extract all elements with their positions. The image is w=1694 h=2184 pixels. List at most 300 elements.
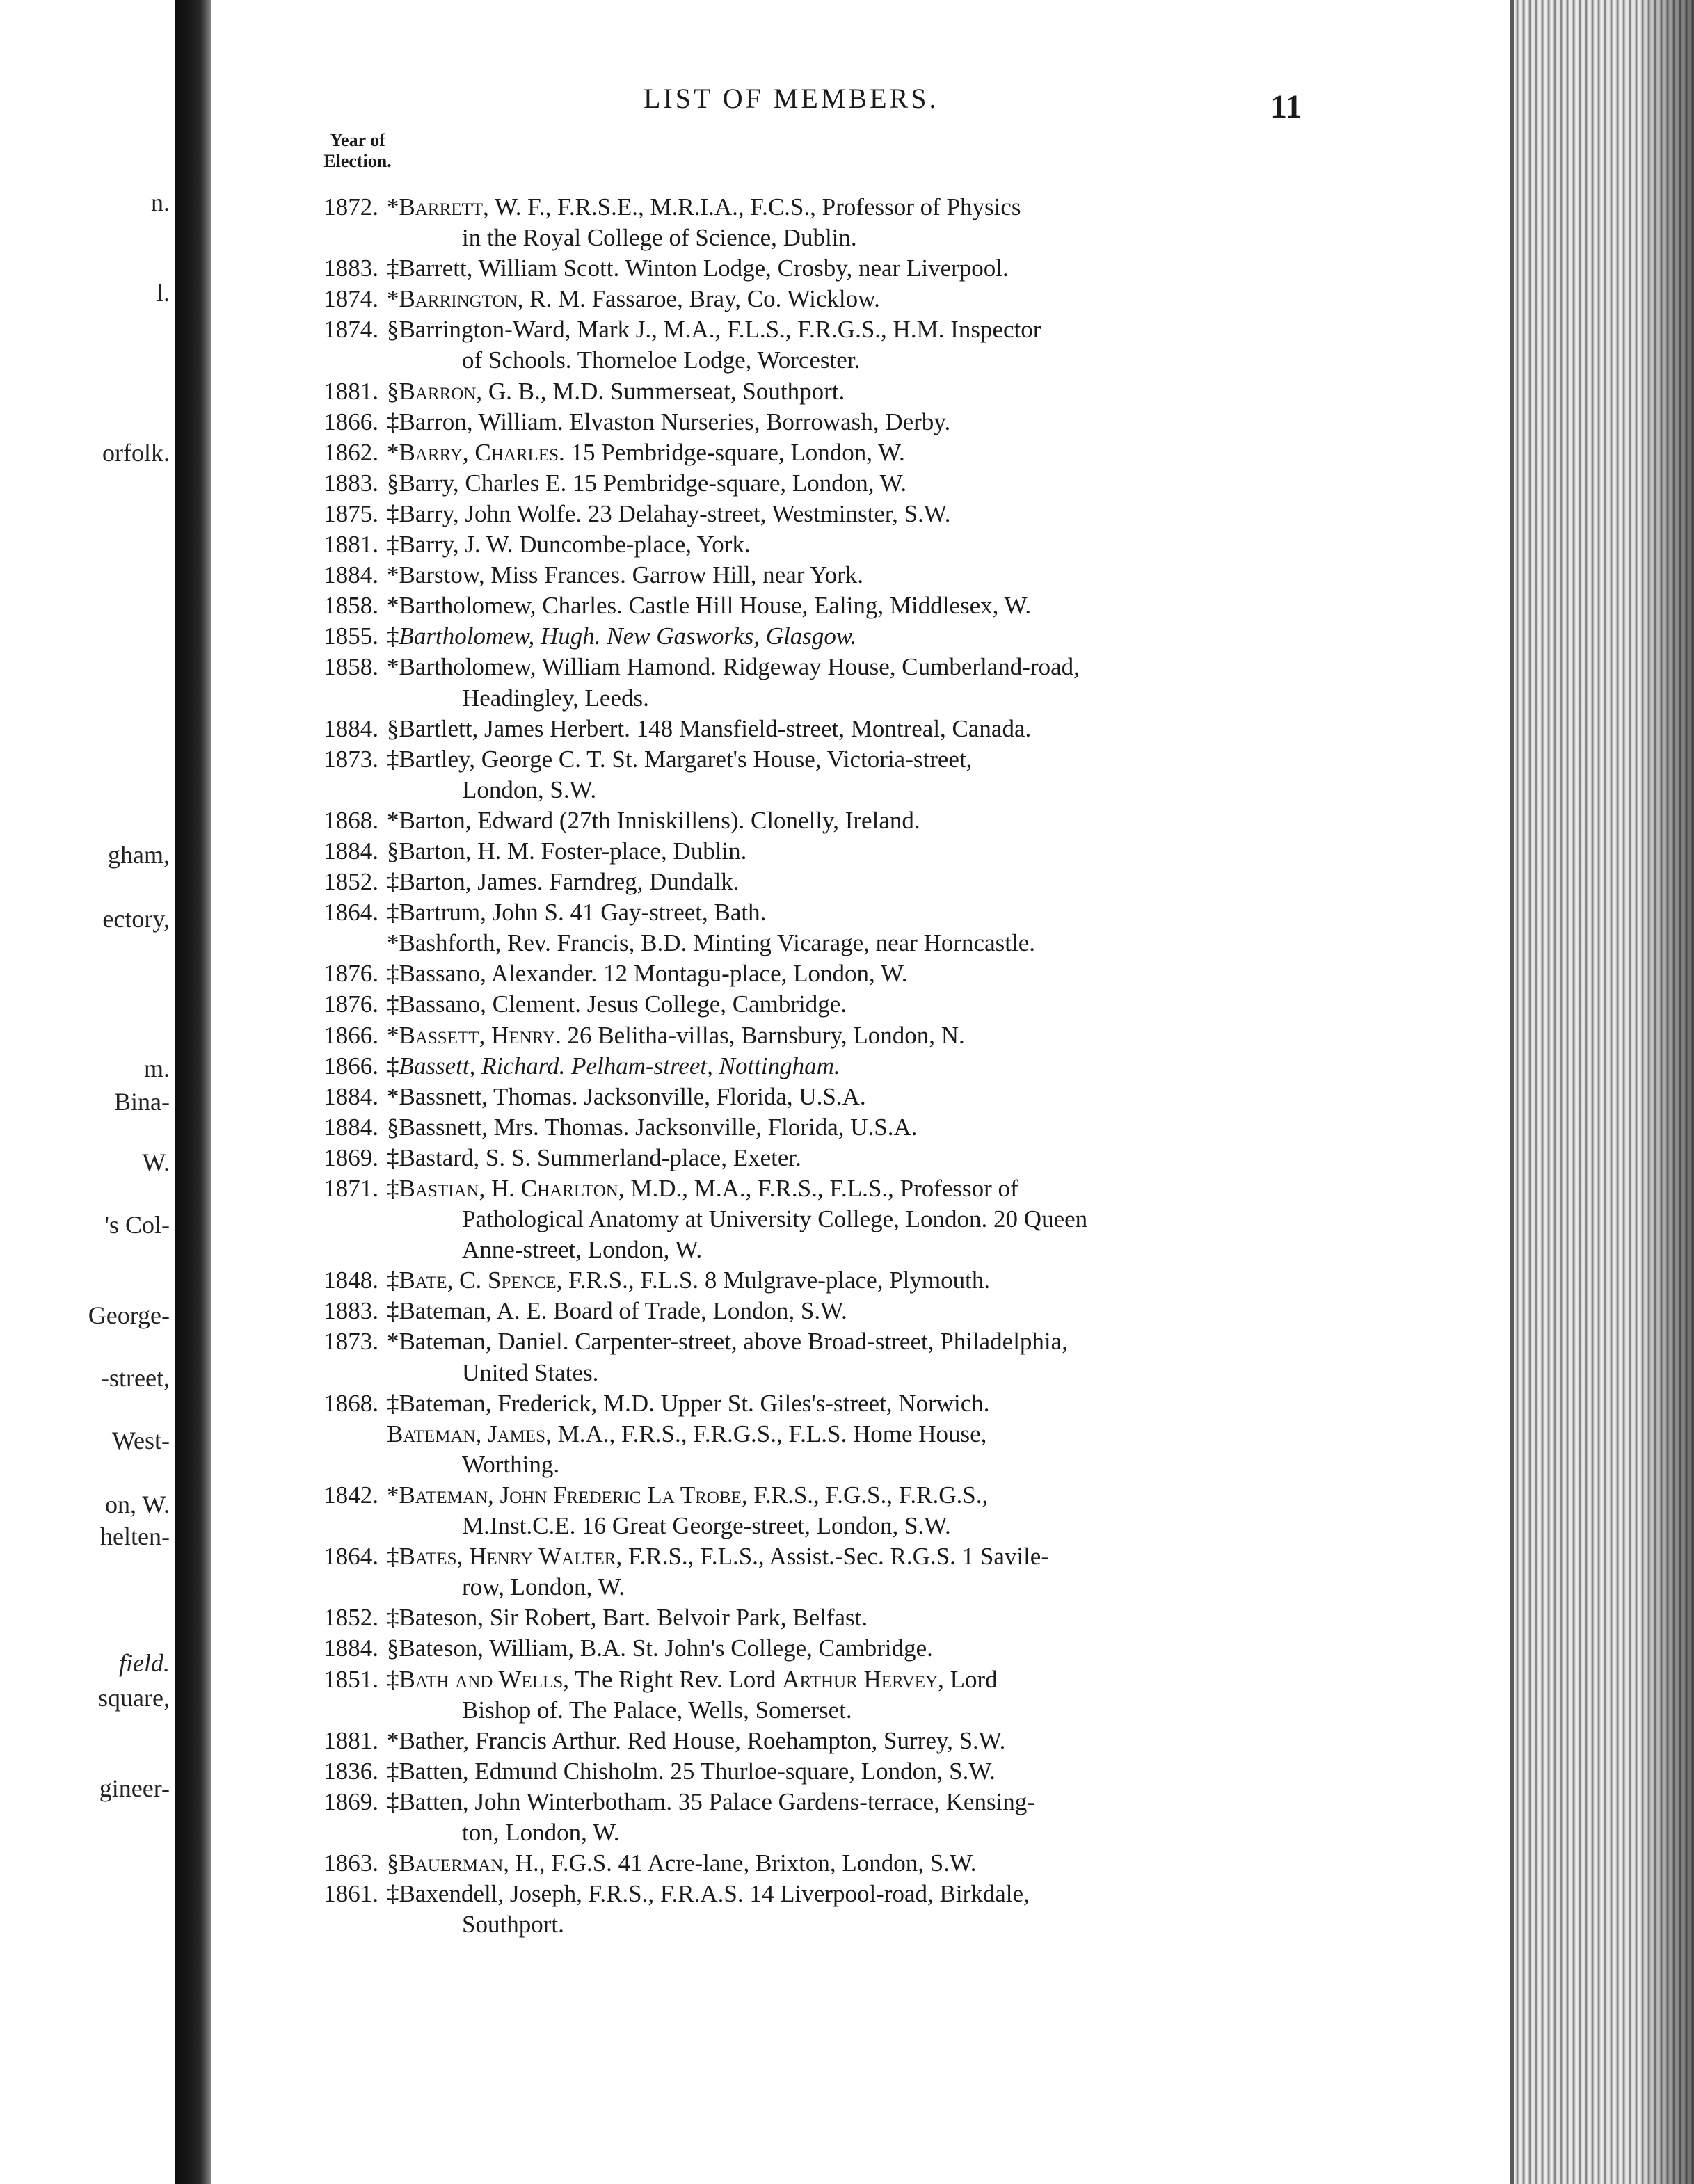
entry-line	[0, 560, 1694, 591]
entry-text	[462, 1235, 702, 1265]
member-entry	[0, 1726, 1694, 1756]
election-year: 1858.	[323, 592, 378, 620]
text-segment: *	[387, 438, 399, 466]
entry-text	[462, 1572, 625, 1603]
member-entry	[0, 958, 1694, 989]
text-segment: , The Right Rev. Lord	[563, 1665, 783, 1693]
member-name-small-caps: Bassett, Henry.	[399, 1021, 561, 1049]
text-segment: ‡	[387, 1175, 399, 1202]
text-segment: ‡Barry, John Wolfe. 23 Delahay-street, Westminster, S.W.	[387, 499, 951, 527]
left-margin-fragment: Bina-	[114, 1088, 170, 1116]
entry-line	[0, 314, 1694, 345]
left-margin-fragment: West-	[111, 1427, 170, 1454]
entry-text	[462, 1450, 559, 1480]
entry-line	[0, 1787, 1694, 1817]
entry-text	[387, 1051, 840, 1082]
entry-line	[0, 1664, 1694, 1695]
entry-line	[0, 1480, 1694, 1511]
member-entry	[0, 192, 1694, 253]
text-segment: ‡Batten, John Winterbotham. 35 Palace Gardens-terrace, Kensing-	[387, 1788, 1035, 1815]
text-segment: , M.A., F.R.S., F.R.G.S., F.L.S. Home House,	[545, 1420, 987, 1447]
text-segment: *Bassnett, Thomas. Jacksonville, Florida, U.S.A.	[387, 1082, 866, 1110]
entry-text	[387, 407, 950, 437]
text-segment: Anne-street, London, W.	[462, 1236, 703, 1264]
entry-text	[387, 621, 856, 652]
text-segment: §Barry, Charles E. 15 Pembridge-square, London, W.	[387, 469, 907, 497]
text-segment: *Bather, Francis Arthur. Red House, Roehampton, Surrey, S.W.	[387, 1726, 1006, 1754]
entry-text	[462, 1204, 1087, 1235]
entry-text	[387, 1296, 847, 1326]
member-entry	[0, 529, 1694, 560]
text-segment: ‡Bartrum, John S. 41 Gay-street, Bath.	[387, 899, 767, 926]
entry-text	[387, 192, 1021, 223]
election-year: 1883.	[323, 1297, 378, 1325]
text-segment: , F.R.S., F.L.S., Assist.-Sec. R.G.S. 1 Savile-	[616, 1543, 1049, 1571]
entry-text	[387, 1633, 933, 1664]
election-year: 1876.	[323, 960, 378, 988]
entry-line	[0, 591, 1694, 621]
entry-line	[0, 1265, 1694, 1296]
member-name-small-caps: Bath and Wells	[399, 1665, 564, 1693]
election-year: 1866.	[323, 408, 378, 435]
text-segment: §Bartlett, James Herbert. 148 Mansfield-street, Montreal, Canada.	[387, 714, 1032, 742]
member-name-small-caps: Bate, C. Spence	[399, 1267, 557, 1294]
member-entry	[0, 314, 1694, 376]
entry-text	[387, 1787, 1035, 1817]
left-margin-fragment: orfolk.	[102, 439, 170, 467]
member-entry	[0, 1541, 1694, 1603]
entry-text	[387, 529, 751, 560]
entry-text	[387, 836, 746, 867]
member-entry	[0, 1664, 1694, 1726]
entry-text	[462, 1511, 951, 1541]
entry-line	[0, 1848, 1694, 1879]
election-year: 1884.	[323, 837, 378, 865]
entry-line	[0, 192, 1694, 223]
text-segment: ‡Batten, Edmund Chisholm. 25 Thurloe-square, London, S.W.	[387, 1757, 996, 1785]
text-segment: , M.D. Summerseat, Southport.	[540, 377, 845, 405]
left-margin-fragment: square,	[98, 1684, 170, 1712]
member-entry	[0, 1112, 1694, 1143]
left-margin-fragment: m.	[143, 1054, 170, 1082]
entry-continuation-line	[0, 1450, 1694, 1480]
left-margin-fragment: l.	[156, 279, 170, 307]
text-segment: 15 Pembridge-square, London, W.	[564, 438, 905, 466]
entry-line	[0, 1756, 1694, 1787]
member-entry	[0, 1020, 1694, 1051]
entry-text	[387, 314, 1041, 345]
member-entry	[0, 989, 1694, 1020]
entry-text	[462, 1695, 852, 1726]
text-segment: *Bashforth, Rev. Francis, B.D. Minting Vicarage, near Horncastle.	[387, 929, 1035, 957]
left-margin-fragment: George-	[88, 1301, 170, 1329]
entry-line	[0, 1143, 1694, 1173]
left-margin-fragment: n.	[151, 188, 170, 216]
member-entry	[0, 499, 1694, 529]
member-name-small-caps: Bateman, John Frederic La Trobe	[399, 1481, 742, 1509]
entry-text	[462, 1909, 564, 1940]
member-entry	[0, 1173, 1694, 1265]
entry-text	[387, 1326, 1068, 1357]
election-year: 1852.	[323, 1604, 378, 1632]
italic-text: Bassett, Richard. Pelham-street, Nottingham.	[399, 1052, 840, 1079]
left-margin-fragment: W.	[142, 1148, 170, 1176]
text-segment: , M.D., M.A., F.R.S., F.L.S., Professor of	[618, 1175, 1018, 1202]
entry-line	[0, 1020, 1694, 1051]
text-segment: ‡Bastard, S. S. Summerland-place, Exeter.	[387, 1143, 801, 1171]
election-year: 1842.	[323, 1481, 378, 1509]
left-margin-fragment: ectory,	[102, 905, 170, 933]
member-name-small-caps: Barry, Charles.	[399, 438, 565, 466]
election-year: 1866.	[323, 1021, 378, 1049]
entry-text	[387, 468, 906, 499]
entry-text	[387, 1879, 1030, 1909]
entry-line	[0, 1879, 1694, 1909]
member-entry	[0, 1143, 1694, 1173]
entry-continuation-line	[0, 1511, 1694, 1541]
entry-text	[387, 897, 766, 928]
entry-text	[387, 1388, 990, 1419]
text-segment: ‡Bassano, Clement. Jesus College, Cambridge.	[387, 990, 847, 1018]
entry-text	[387, 253, 1009, 284]
text-segment: §Barrington-Ward, Mark J., M.A., F.L.S., F.R.G.S., H.M. Inspector	[387, 316, 1041, 344]
entry-line	[0, 1173, 1694, 1204]
entry-text	[387, 1265, 990, 1296]
text-segment: Headingley, Leeds.	[462, 684, 649, 712]
text-segment: *Barton, Edward (27th Inniskillens). Clonelly, Ireland.	[387, 806, 920, 834]
text-segment: *Barstow, Miss Frances. Garrow Hill, near York.	[387, 561, 864, 589]
entry-text	[462, 223, 857, 253]
entry-text	[387, 652, 1080, 682]
entry-line	[0, 1726, 1694, 1756]
entry-line	[0, 468, 1694, 499]
entry-text	[387, 1020, 965, 1051]
entry-continuation-line	[0, 1358, 1694, 1388]
member-entry	[0, 1879, 1694, 1940]
entry-text	[387, 989, 847, 1020]
member-entry	[0, 744, 1694, 805]
text-segment: ‡Barron, William. Elvaston Nurseries, Borrowash, Derby.	[387, 408, 951, 435]
entry-text	[387, 1480, 988, 1511]
entry-line	[0, 1633, 1694, 1664]
member-entry	[0, 867, 1694, 897]
text-segment: , F.R.S.E., M.R.I.A., F.C.S., Professor of Physics	[545, 193, 1021, 220]
entry-line	[0, 836, 1694, 867]
entry-text	[462, 1358, 598, 1388]
text-segment: *Bateman, Daniel. Carpenter-street, above Broad-street, Philadelphia,	[387, 1328, 1068, 1356]
text-segment: ‡	[387, 1665, 399, 1693]
member-name-small-caps: Bates, Henry Walter	[399, 1543, 616, 1571]
entry-text	[387, 928, 1035, 958]
election-year: 1864.	[323, 899, 378, 926]
member-list	[0, 192, 1694, 1940]
entry-text	[387, 1756, 996, 1787]
member-entry	[0, 1388, 1694, 1419]
text-segment: ‡Barrett, William Scott. Winton Lodge, Crosby, near Liverpool.	[387, 255, 1009, 282]
election-year: 1869.	[323, 1788, 378, 1815]
member-entry	[0, 1480, 1694, 1541]
text-segment: in the Royal College of Science, Dublin.	[462, 224, 857, 252]
text-segment: *	[387, 1021, 399, 1049]
text-segment: ‡	[387, 1267, 399, 1294]
left-margin-fragment: -street,	[101, 1364, 170, 1392]
election-year: 1884.	[323, 1113, 378, 1141]
member-entry	[0, 376, 1694, 407]
entry-continuation-line	[0, 1235, 1694, 1265]
election-year: 1851.	[323, 1665, 378, 1693]
text-segment: Pathological Anatomy at University College, London. 20 Queen	[462, 1205, 1088, 1233]
text-segment: §Bateson, William, B.A. St. John's College, Cambridge.	[387, 1635, 933, 1662]
text-segment: *	[387, 193, 399, 220]
entry-line	[0, 437, 1694, 468]
col-head-line-2: Election.	[323, 151, 392, 171]
election-year: 1862.	[323, 438, 378, 466]
member-entry	[0, 1603, 1694, 1633]
text-segment: ‡Bateson, Sir Robert, Bart. Belvoir Park, Belfast.	[387, 1604, 868, 1632]
text-segment: ‡Barton, James. Farndreg, Dundalk.	[387, 868, 740, 896]
election-year: 1861.	[323, 1880, 378, 1908]
member-entry	[0, 1633, 1694, 1664]
text-segment: ‡Baxendell, Joseph, F.R.S., F.R.A.S. 14 Liverpool-road, Birkdale,	[387, 1880, 1030, 1908]
entry-text	[387, 1541, 1049, 1572]
entry-continuation-line	[0, 1572, 1694, 1603]
text-segment: *Bartholomew, William Hamond. Ridgeway House, Cumberland-road,	[387, 653, 1080, 681]
left-margin-fragment: on, W.	[104, 1491, 170, 1518]
member-name-small-caps: Barron, G. B.	[399, 377, 541, 405]
entry-text	[387, 1726, 1005, 1756]
election-year: 1881.	[323, 1726, 378, 1754]
election-year: 1875.	[323, 499, 378, 527]
election-year: 1866.	[323, 1052, 378, 1079]
entry-line	[0, 1603, 1694, 1633]
entry-text	[387, 1082, 866, 1112]
col-head-line-1: Year of	[330, 130, 385, 150]
entry-continuation-line	[0, 775, 1694, 805]
entry-text	[387, 437, 905, 468]
member-entry	[0, 1296, 1694, 1326]
entry-line	[0, 989, 1694, 1020]
entry-line	[0, 621, 1694, 652]
entry-line	[0, 253, 1694, 284]
election-year: 1876.	[323, 990, 378, 1018]
text-segment: ‡Bateman, A. E. Board of Trade, London, S.W.	[387, 1297, 847, 1325]
election-year: 1869.	[323, 1143, 378, 1171]
text-segment: ton, London, W.	[462, 1818, 620, 1846]
election-year: 1868.	[323, 806, 378, 834]
election-year: 1874.	[323, 316, 378, 344]
entry-text	[387, 1419, 986, 1450]
entry-line	[0, 1296, 1694, 1326]
text-segment: , F.R.S., F.L.S. 8 Mulgrave-place, Plymouth.	[556, 1267, 991, 1294]
entry-text	[387, 1173, 1018, 1204]
entry-continuation-line	[0, 345, 1694, 376]
left-margin-fragment: helten-	[100, 1523, 170, 1550]
member-name-small-caps: Bateman, James	[387, 1420, 546, 1447]
left-margin-fragment: 's Col-	[104, 1211, 170, 1239]
left-margin-fragment: field.	[119, 1649, 170, 1677]
election-year: 1871.	[323, 1175, 378, 1202]
left-margin-fragment: gham,	[108, 841, 170, 869]
text-segment: §Bassnett, Mrs. Thomas. Jacksonville, Florida, U.S.A.	[387, 1113, 918, 1141]
election-year: 1872.	[323, 193, 378, 220]
election-year: 1873.	[323, 745, 378, 773]
entry-line	[0, 714, 1694, 744]
member-entry	[0, 1326, 1694, 1388]
entry-continuation-line	[0, 1695, 1694, 1726]
entry-text	[387, 1112, 918, 1143]
member-entry	[0, 1756, 1694, 1787]
entry-line	[0, 805, 1694, 836]
member-entry	[0, 1787, 1694, 1848]
text-segment: §Barton, H. M. Foster-place, Dublin.	[387, 837, 747, 865]
election-year: 1881.	[323, 531, 378, 559]
member-entry	[0, 805, 1694, 836]
member-entry	[0, 560, 1694, 591]
entry-line	[0, 958, 1694, 989]
entry-text	[387, 958, 907, 989]
member-entry	[0, 1419, 1694, 1480]
election-year: 1864.	[323, 1543, 378, 1571]
text-segment: *	[387, 1481, 399, 1509]
entry-text	[387, 1664, 998, 1695]
text-segment: , Lord	[938, 1665, 998, 1693]
text-segment: London, S.W.	[462, 776, 597, 803]
text-segment: *	[387, 285, 399, 313]
entry-line	[0, 897, 1694, 928]
text-segment: §	[387, 1849, 399, 1877]
election-year: 1868.	[323, 1389, 378, 1417]
entry-text	[387, 744, 972, 775]
member-entry	[0, 897, 1694, 928]
entry-line	[0, 499, 1694, 529]
entry-text	[462, 683, 649, 714]
entry-text	[387, 591, 1031, 621]
entry-line	[0, 652, 1694, 682]
entry-text	[387, 560, 863, 591]
page-fore-edge-shadow	[1642, 0, 1694, 2184]
text-segment: of Schools. Thorneloe Lodge, Worcester.	[462, 346, 861, 374]
election-year: 1883.	[323, 255, 378, 282]
election-year: 1884.	[323, 714, 378, 742]
entry-line	[0, 1112, 1694, 1143]
text-segment: Southport.	[462, 1911, 564, 1938]
election-year: 1855.	[323, 623, 378, 650]
member-entry	[0, 1848, 1694, 1879]
entry-line	[0, 376, 1694, 407]
text-segment: Bishop of. The Palace, Wells, Somerset.	[462, 1696, 852, 1724]
member-entry	[0, 621, 1694, 652]
left-margin-fragment: gineer-	[99, 1774, 170, 1802]
entry-text	[462, 1817, 620, 1848]
text-segment: ‡	[387, 623, 399, 650]
text-segment: United States.	[462, 1358, 599, 1386]
member-entry	[0, 928, 1694, 958]
member-name-small-caps: Arthur Hervey	[782, 1665, 938, 1693]
entry-line	[0, 407, 1694, 437]
text-segment: ‡Bateman, Frederick, M.D. Upper St. Giles's-street, Norwich.	[387, 1389, 990, 1417]
election-year: 1858.	[323, 653, 378, 681]
entry-line	[0, 1082, 1694, 1112]
election-year: 1884.	[323, 1635, 378, 1662]
member-name-small-caps: Barrington, R. M.	[399, 285, 586, 313]
member-entry	[0, 1265, 1694, 1296]
entry-line	[0, 867, 1694, 897]
entry-text	[387, 805, 920, 836]
member-entry	[0, 468, 1694, 499]
entry-continuation-line	[0, 1909, 1694, 1940]
member-entry	[0, 284, 1694, 314]
entry-text	[387, 714, 1031, 744]
year-of-election-heading	[309, 130, 406, 172]
running-head: LIST OF MEMBERS.	[644, 83, 939, 114]
entry-text	[387, 499, 950, 529]
entry-line	[0, 744, 1694, 775]
text-segment: 26 Belitha-villas, Barnsbury, London, N.	[561, 1021, 965, 1049]
member-entry	[0, 591, 1694, 621]
member-entry	[0, 836, 1694, 867]
entry-continuation-line	[0, 223, 1694, 253]
text-segment: ‡Barry, J. W. Duncombe-place, York.	[387, 531, 751, 559]
entry-continuation-line	[0, 683, 1694, 714]
election-year: 1873.	[323, 1328, 378, 1356]
member-entry	[0, 437, 1694, 468]
text-segment: ‡Bartley, George C. T. St. Margaret's House, Victoria-street,	[387, 745, 973, 773]
text-segment: ‡	[387, 1052, 399, 1079]
page-number: 11	[1270, 88, 1302, 125]
entry-line	[0, 529, 1694, 560]
entry-text	[387, 1848, 977, 1879]
entry-continuation-line	[0, 1204, 1694, 1235]
entry-line	[0, 1326, 1694, 1357]
election-year: 1852.	[323, 868, 378, 896]
member-entry	[0, 1082, 1694, 1112]
election-year: 1884.	[323, 561, 378, 589]
member-entry	[0, 1051, 1694, 1082]
member-entry	[0, 253, 1694, 284]
member-name-small-caps: Bauerman, H.	[399, 1849, 539, 1877]
italic-text: Bartholomew, Hugh. New Gasworks, Glasgow.	[399, 623, 857, 650]
election-year: 1874.	[323, 285, 378, 313]
entry-line	[0, 1419, 1694, 1450]
election-year: 1881.	[323, 377, 378, 405]
entry-line	[0, 1051, 1694, 1082]
election-year: 1884.	[323, 1082, 378, 1110]
election-year: 1883.	[323, 469, 378, 497]
entry-text	[387, 867, 739, 897]
text-segment: M.Inst.C.E. 16 Great George-street, London, S.W.	[462, 1512, 951, 1540]
entry-text	[387, 1603, 868, 1633]
text-segment: , F.G.S. 41 Acre-lane, Brixton, London, S.W.	[538, 1849, 977, 1877]
member-entry	[0, 714, 1694, 744]
text-segment: Worthing.	[462, 1450, 560, 1478]
text-segment: *Bartholomew, Charles. Castle Hill House, Ealing, Middlesex, W.	[387, 592, 1032, 620]
text-segment: §	[387, 377, 399, 405]
entry-continuation-line	[0, 1817, 1694, 1848]
election-year: 1848.	[323, 1267, 378, 1294]
entry-line	[0, 1541, 1694, 1572]
member-entry	[0, 407, 1694, 437]
text-segment: row, London, W.	[462, 1573, 625, 1601]
member-entry	[0, 652, 1694, 713]
entry-text	[387, 1143, 801, 1173]
text-segment: ‡	[387, 1543, 399, 1571]
text-segment: , F.R.S., F.G.S., F.R.G.S.,	[741, 1481, 989, 1509]
member-name-small-caps: Bastian, H. Charlton	[399, 1175, 618, 1202]
entry-line	[0, 928, 1694, 958]
member-name-small-caps: Barrett, W. F.	[399, 193, 545, 220]
entry-text	[387, 376, 845, 407]
text-segment: Fassaroe, Bray, Co. Wicklow.	[585, 285, 880, 313]
